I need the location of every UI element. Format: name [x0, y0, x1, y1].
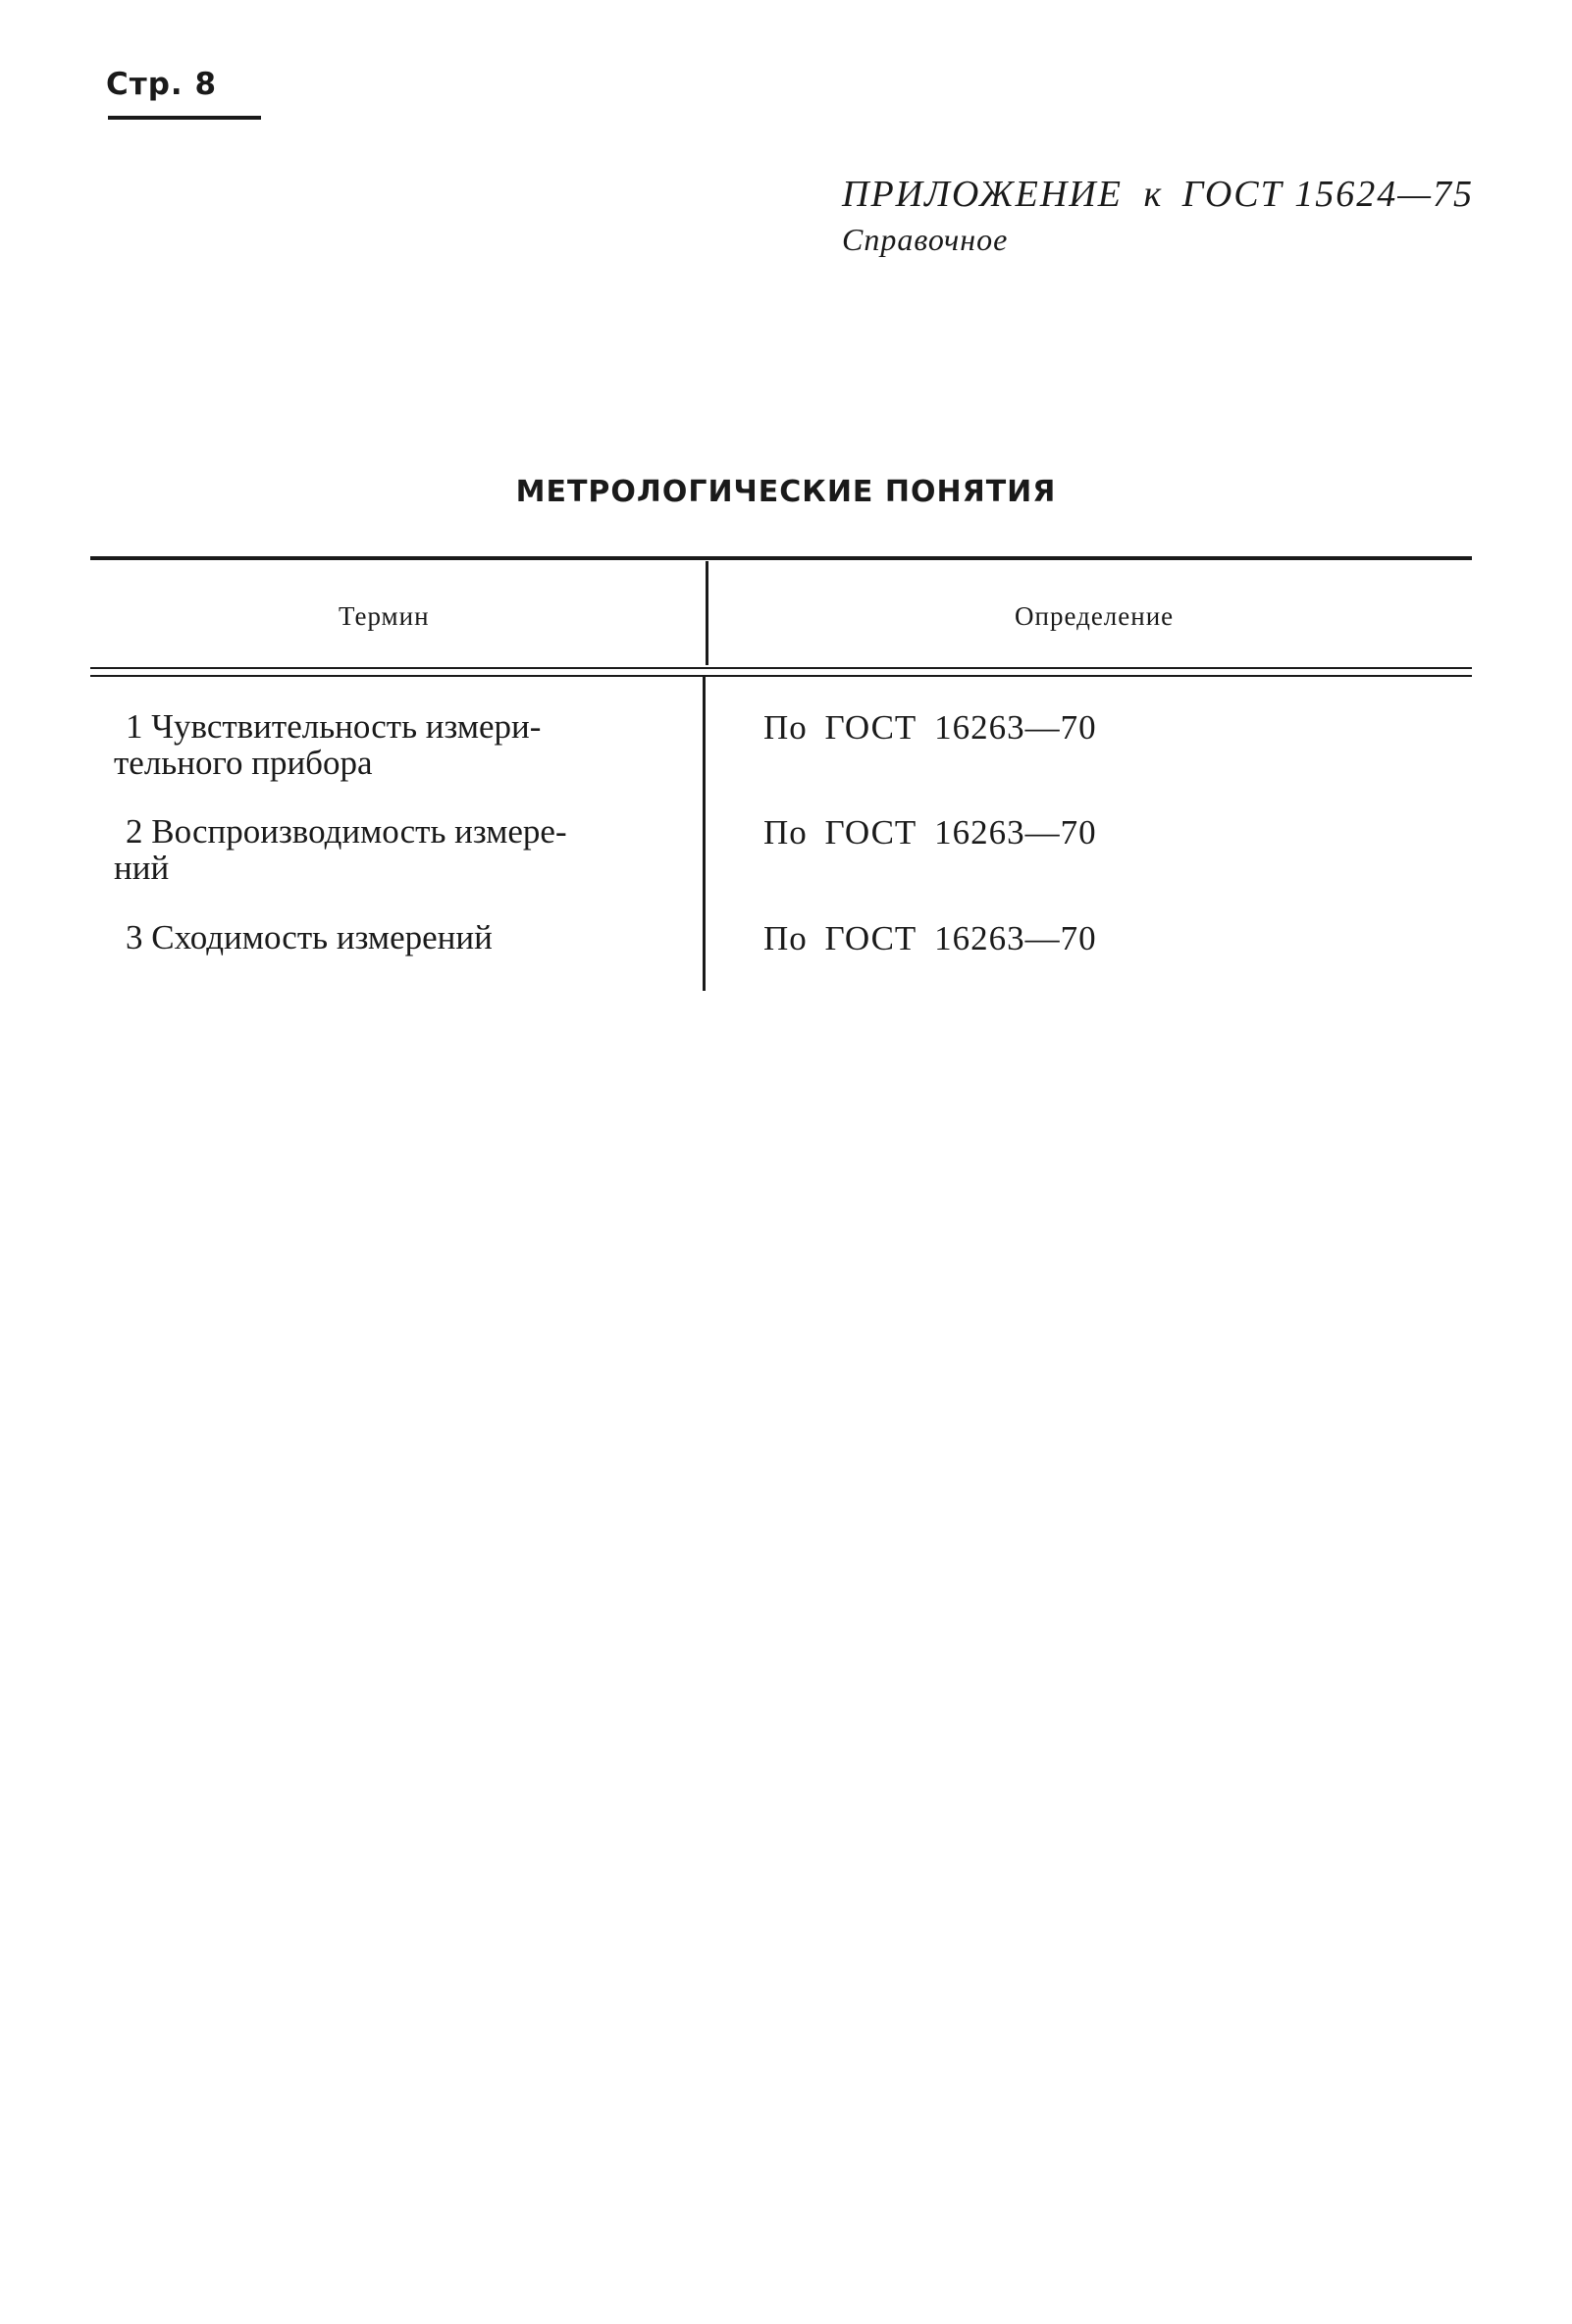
table-header-column-term: Термин	[339, 601, 430, 631]
table-title: МЕТРОЛОГИЧЕСКИЕ ПОНЯТИЯ	[515, 475, 1057, 509]
appendix-preposition: к	[1143, 174, 1162, 215]
table-header-column-definition: Определение	[1015, 601, 1175, 631]
table-top-rule	[90, 556, 1472, 560]
term-line: 3 Сходимость измерений	[126, 918, 493, 956]
table-row-3-term	[114, 919, 634, 955]
table-body-divider	[703, 677, 706, 991]
appendix-heading	[842, 173, 1474, 216]
term-line: ний	[114, 849, 170, 887]
appendix-title: ПРИЛОЖЕНИЕ	[842, 174, 1123, 215]
page-number-underline	[108, 116, 261, 120]
table-header-rule-lower	[90, 675, 1472, 677]
table-row-1-term	[114, 708, 634, 781]
table-row-2-term	[114, 813, 634, 886]
table-row-3-definition: По ГОСТ 16263—70	[763, 919, 1097, 957]
page-number: Стр. 8	[106, 67, 218, 102]
appendix-type: Справочное	[842, 222, 1009, 257]
table-row-2-definition: По ГОСТ 16263—70	[763, 813, 1097, 852]
appendix-standard: ГОСТ 15624—75	[1181, 174, 1475, 215]
term-line: тельного прибора	[114, 744, 373, 782]
table-header-rule-upper	[90, 667, 1472, 669]
term-line: 2 Воспроизводимость измере-	[126, 812, 567, 851]
table-row-1-definition: По ГОСТ 16263—70	[763, 708, 1097, 747]
term-line: 1 Чувствительность измери-	[126, 707, 542, 746]
table-header-divider	[706, 561, 708, 665]
